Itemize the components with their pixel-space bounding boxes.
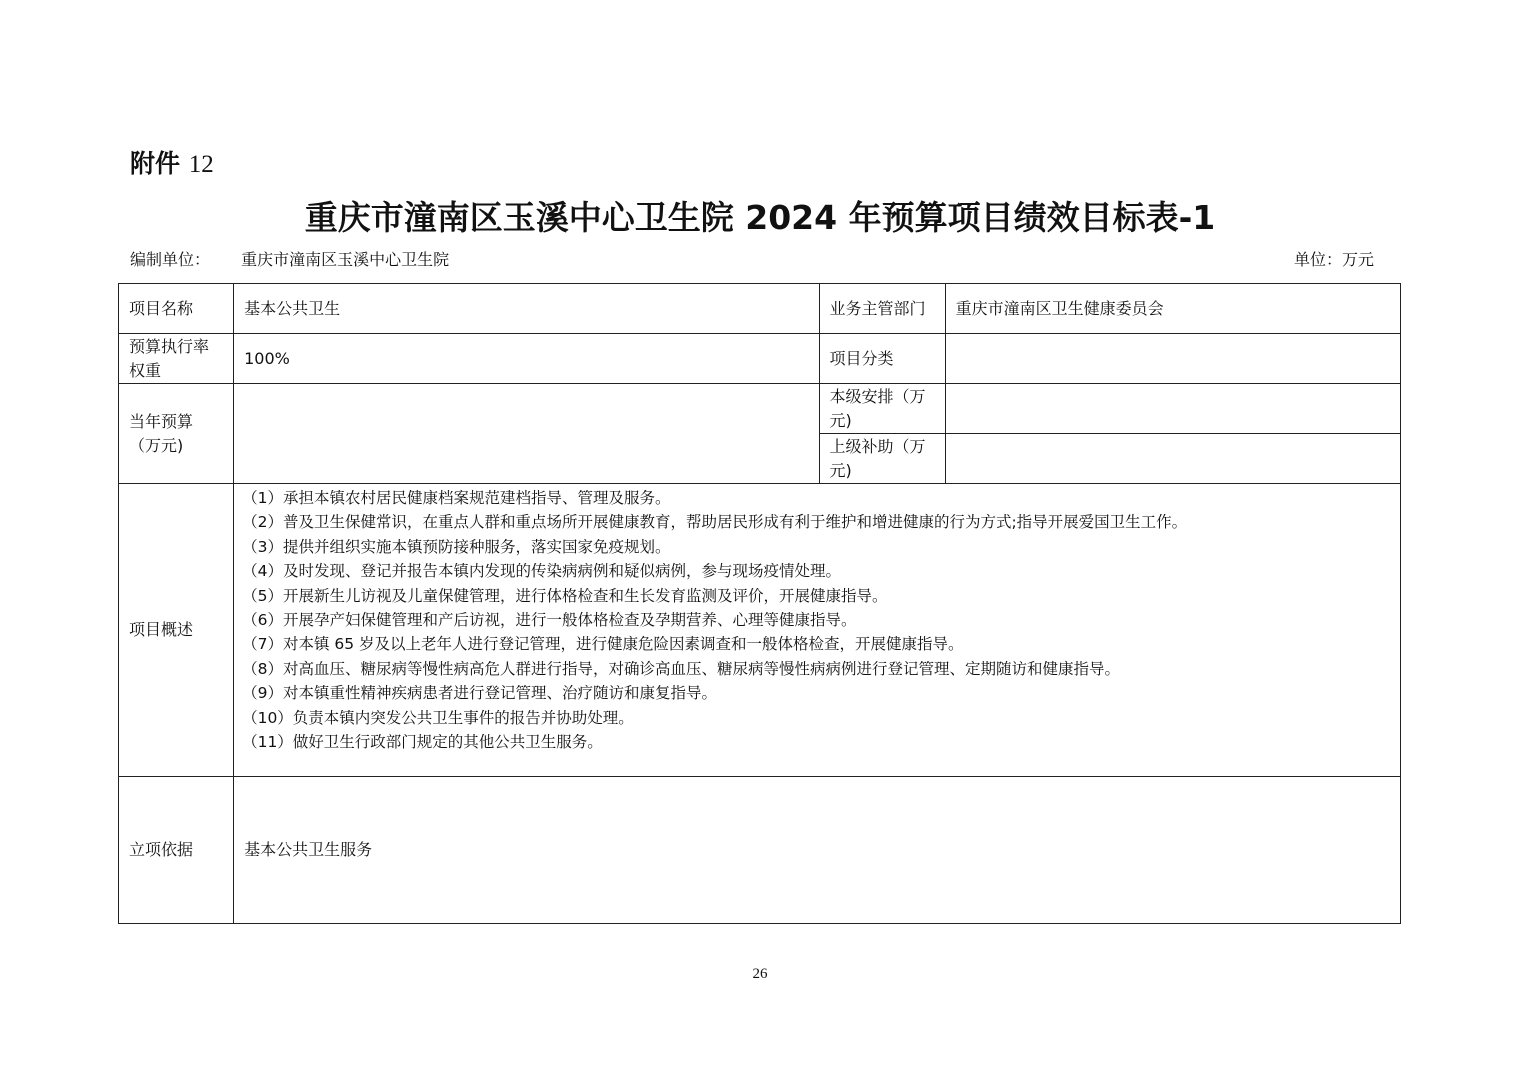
- local-label: 本级安排（万元): [819, 384, 945, 434]
- org-label: 编制单位：: [130, 250, 211, 269]
- project-name-value: 基本公共卫生: [234, 284, 819, 334]
- overview-line: （6）开展孕产妇保健管理和产后访视，进行一般体格检查及孕期营养、心理等健康指导。: [242, 611, 857, 630]
- overview-content: [234, 484, 1401, 777]
- local-value: [945, 384, 1400, 434]
- category-value: [945, 334, 1400, 384]
- budget-value: [234, 384, 819, 484]
- project-name-label: 项目名称: [119, 284, 234, 334]
- table-row: [119, 284, 1401, 334]
- dept-value: 重庆市潼南区卫生健康委员会: [945, 284, 1400, 334]
- overview-line: （10）负责本镇内突发公共卫生事件的报告并协助处理。: [242, 708, 634, 727]
- overview-line: （11）做好卫生行政部门规定的其他公共卫生服务。: [242, 733, 603, 752]
- budget-label: 当年预算（万元): [119, 384, 234, 484]
- page-number: 26: [752, 966, 768, 982]
- page-title: 重庆市潼南区玉溪中心卫生院 2024 年预算项目绩效目标表-1: [304, 198, 1216, 237]
- overview-line: （1）承担本镇农村居民健康档案规范建档指导、管理及服务。: [242, 489, 671, 507]
- superior-value: [945, 434, 1400, 484]
- table-row: [119, 777, 1401, 924]
- dept-label: 业务主管部门: [819, 284, 945, 334]
- overview-line: （4）及时发现、登记并报告本镇内发现的传染病病例和疑似病例，参与现场疫情处理。: [242, 562, 841, 581]
- org-line: [130, 247, 449, 270]
- table-row: [119, 384, 1401, 434]
- attachment-label: [130, 144, 214, 180]
- overview-line: （9）对本镇重性精神疾病患者进行登记管理、治疗随访和康复指导。: [242, 684, 717, 703]
- overview-line: （5）开展新生儿访视及儿童保健管理，进行体格检查和生长发育监测及评价，开展健康指导。: [242, 586, 888, 605]
- basis-value: 基本公共卫生服务: [234, 777, 1401, 924]
- exec-rate-label: 预算执行率权重: [119, 334, 234, 384]
- unit-label: 单位：万元: [1294, 250, 1375, 269]
- overview-line: （8）对高血压、糖尿病等慢性病高危人群进行指导，对确诊高血压、糖尿病等慢性病病例进行登记管理、定期随访和健康指导。: [242, 659, 1120, 678]
- category-label: 项目分类: [819, 334, 945, 384]
- org-name: 重庆市潼南区玉溪中心卫生院: [241, 250, 450, 269]
- overview-line: （7）对本镇 65 岁及以上老年人进行登记管理，进行健康危险因素调查和一般体格检查，开展健康指导。: [242, 635, 964, 654]
- basis-label: 立项依据: [119, 777, 234, 924]
- attachment-text: 附件: [130, 149, 181, 178]
- superior-label: 上级补助（万元): [819, 434, 945, 484]
- performance-table: [118, 283, 1401, 924]
- attachment-number: 12: [188, 151, 214, 178]
- overview-label: 项目概述: [119, 484, 234, 777]
- exec-rate-value: 100%: [234, 334, 819, 384]
- overview-line: （2）普及卫生保健常识，在重点人群和重点场所开展健康教育，帮助居民形成有利于维护和增进健康的行为方式;指导开展爱国卫生工作。: [242, 513, 1188, 532]
- table-row: [119, 334, 1401, 384]
- table-row: [119, 484, 1401, 777]
- overview-line: （3）提供并组织实施本镇预防接种服务，落实国家免疫规划。: [242, 537, 671, 556]
